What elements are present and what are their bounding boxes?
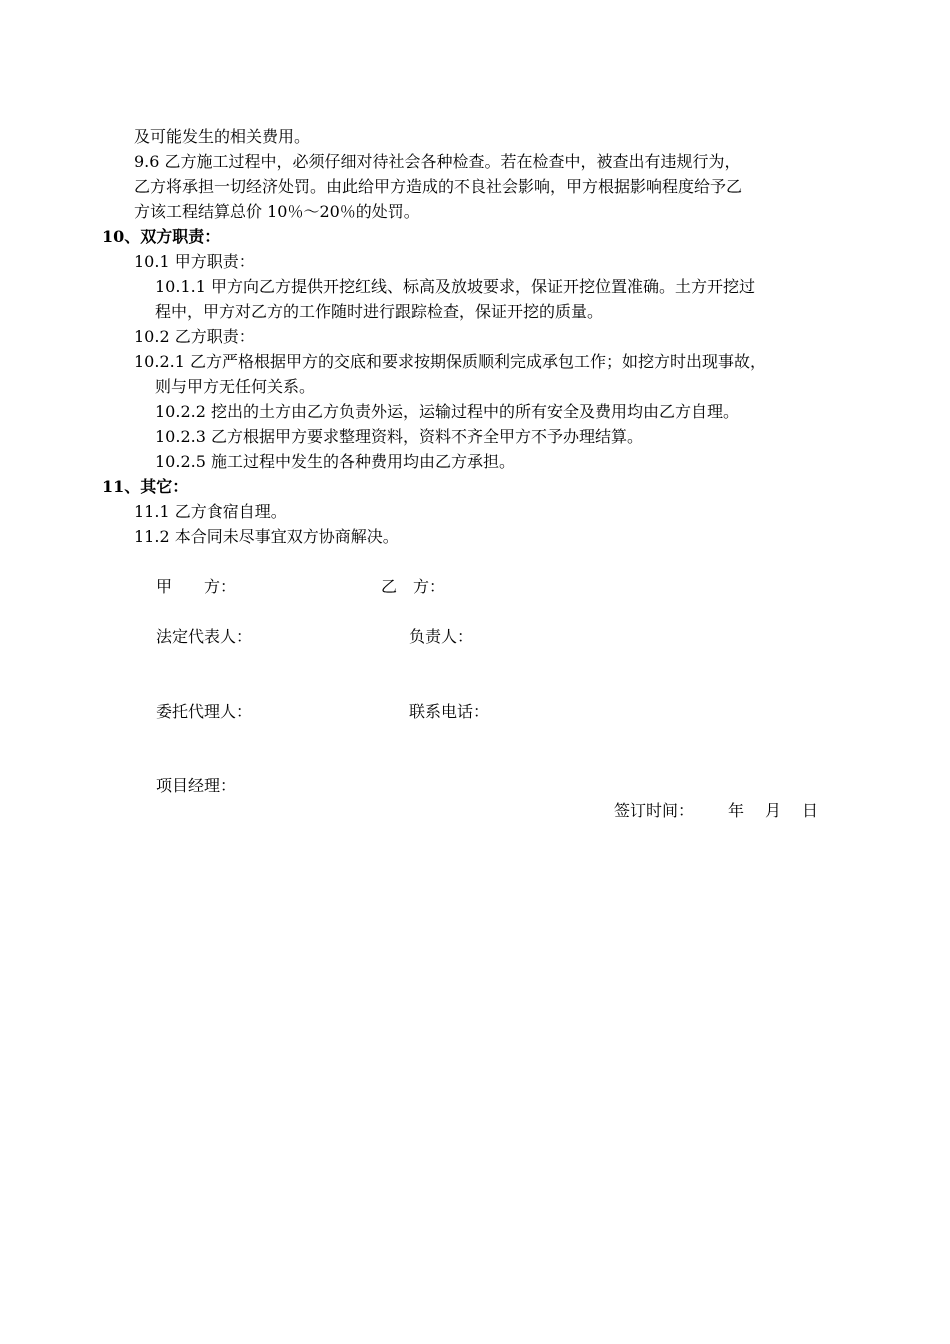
party-a-label: 甲 方： <box>156 577 237 596</box>
date-year: 年 <box>728 801 745 820</box>
clause-9-6: 9.6 乙方施工过程中，必须仔细对待社会各种检查。若在检查中，被查出有违规行为， <box>134 152 741 171</box>
contact-phone-label: 联系电话： <box>409 702 490 721</box>
paragraph-line: 及可能发生的相关费用。 <box>134 127 311 146</box>
party-b-label: 乙 方： <box>381 577 446 596</box>
person-in-charge-label: 负责人： <box>409 627 474 646</box>
clause-11-2: 11.2 本合同未尽事宜双方协商解决。 <box>134 527 399 546</box>
agent-label: 委托代理人： <box>156 702 253 721</box>
project-manager-label: 项目经理： <box>156 776 237 795</box>
clause-10-1: 10.1 甲方职责： <box>134 252 255 271</box>
clause-10-2-5: 10.2.5 施工过程中发生的各种费用均由乙方承担。 <box>155 452 515 471</box>
legal-representative-label: 法定代表人： <box>156 627 253 646</box>
section-heading-11: 11、其它： <box>102 477 189 496</box>
paragraph-line: 则与甲方无任何关系。 <box>155 377 316 396</box>
clause-10-2-2: 10.2.2 挖出的土方由乙方负责外运，运输过程中的所有安全及费用均由乙方自理。 <box>155 402 739 421</box>
date-month: 月 <box>765 801 782 820</box>
section-heading-10: 10、双方职责： <box>102 227 221 246</box>
clause-10-2: 10.2 乙方职责： <box>134 327 255 346</box>
sign-date-label: 签订时间： <box>614 801 695 820</box>
clause-10-1-1: 10.1.1 甲方向乙方提供开挖红线、标高及放坡要求，保证开挖位置准确。土方开挖过 <box>155 277 755 296</box>
paragraph-line: 程中，甲方对乙方的工作随时进行跟踪检查，保证开挖的质量。 <box>155 302 604 321</box>
date-day: 日 <box>802 801 819 820</box>
paragraph-line: 乙方将承担一切经济处罚。由此给甲方造成的不良社会影响，甲方根据影响程度给予乙 <box>134 177 743 196</box>
clause-10-2-1: 10.2.1 乙方严格根据甲方的交底和要求按期保质顺利完成承包工作；如挖方时出现事故， <box>134 352 766 371</box>
clause-11-1: 11.1 乙方食宿自理。 <box>134 502 287 521</box>
paragraph-line: 方该工程结算总价 10％～20％的处罚。 <box>134 202 420 221</box>
clause-10-2-3: 10.2.3 乙方根据甲方要求整理资料，资料不齐全甲方不予办理结算。 <box>155 427 643 446</box>
